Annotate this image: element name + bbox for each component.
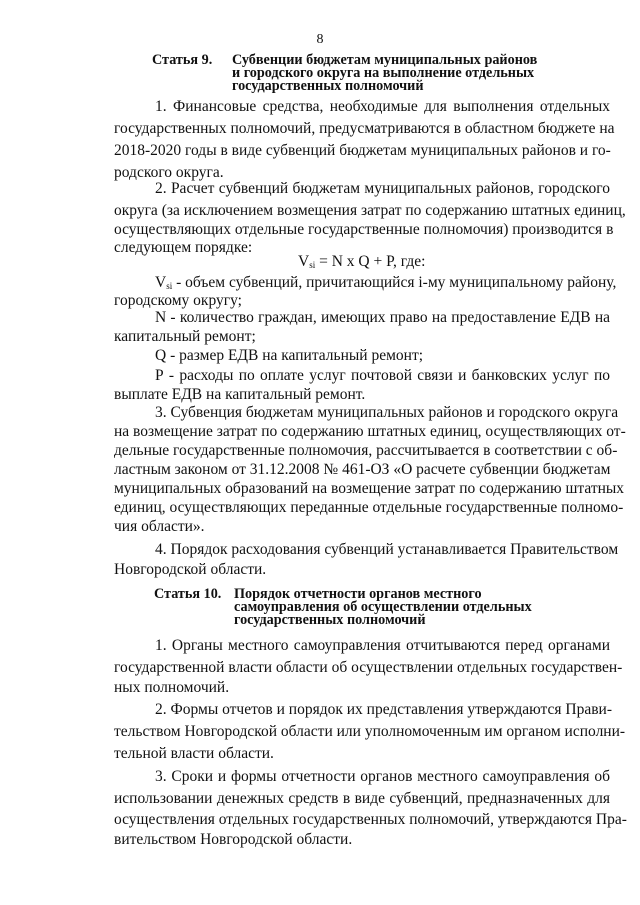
formula-subscript: si [309, 260, 316, 270]
text-line: государственной власти области об осуществлении отдельных государствен- [114, 659, 623, 676]
text-line: использовании денежных средств в виде субвенций, предназначенных для [114, 790, 610, 807]
text-line: государственных полномочий, предусматриваются в областном бюджете на [114, 120, 615, 137]
article-9-title-line-2: и городского округа на выполнение отдельных [232, 65, 535, 81]
text-line: ных полномочий. [114, 679, 230, 696]
text-line: капитальный ремонт; [114, 328, 256, 345]
article-10-title-line-3: государственных полномочий [234, 612, 426, 628]
vsi-definition-text: - объем субвенций, причитающийся i-му муниципальному району, [176, 274, 617, 291]
text-line: Р - расходы по оплате услуг почтовой связи и банковских услуг по [155, 367, 610, 384]
text-line: единиц, осуществляющих переданные отдельные государственные полномо- [114, 499, 624, 516]
text-line: муниципальных образований на возмещение затрат по содержанию штатных [114, 480, 625, 497]
text-line: на возмещение затрат по содержанию штатных единиц, осуществляющих от- [114, 423, 626, 440]
text-line: следующем порядке: [114, 239, 253, 256]
text-line: осуществления отдельных государственных полномочий, утверждаются Пра- [114, 811, 627, 828]
article-10-title-line-1: Порядок отчетности органов местного [234, 586, 482, 602]
text-line: дельные государственные полномочия, рассчитывается в соответствии с об- [114, 442, 618, 459]
text-line: 4. Порядок расходования субвенций устанавливается Правительством [155, 541, 619, 558]
formula [298, 252, 425, 275]
vsi-symbol: V [155, 274, 167, 291]
text-line: 2018-2020 годы в виде субвенций бюджетам муниципальных районов и го- [114, 142, 611, 159]
text-line: N - количество граждан, имеющих право на предоставление ЕДВ на [155, 309, 610, 326]
article-9-label: Статья 9. [152, 52, 213, 68]
text-line: чия области». [114, 518, 205, 535]
text-line: тельной власти области. [114, 745, 274, 762]
text-line: 2. Расчет субвенций бюджетам муниципальных районов, городского [155, 180, 610, 197]
formula-symbol: V [298, 253, 310, 270]
text-line: 3. Сроки и формы отчетности органов местного самоуправления об [155, 768, 610, 785]
text-line: Новгородской области. [114, 561, 267, 578]
text-line: Q - размер ЕДВ на капитальный ремонт; [155, 347, 424, 364]
article-10-title-line-2: самоуправления об осуществлении отдельных [234, 599, 532, 615]
text-line: родского округа. [114, 164, 224, 181]
text-line: выплате ЕДВ на капитальный ремонт. [114, 386, 366, 403]
text-line: округа (за исключением возмещения затрат по содержанию штатных единиц, [114, 202, 626, 219]
text-line: 3. Субвенция бюджетам муниципальных районов и городского округа [155, 404, 619, 421]
page-number: 8 [316, 32, 324, 47]
text-line: ластным законом от 31.12.2008 № 461-ОЗ «О расчете субвенции бюджетам [114, 461, 611, 478]
formula-rhs: = N x Q + P, где: [315, 253, 426, 270]
article-9-title-line-1: Субвенции бюджетам муниципальных районов [232, 52, 538, 68]
text-line: осуществляющих отдельные государственные полномочия) производится в [114, 221, 614, 238]
text-line: тельством Новгородской области или уполномоченным им органом исполни- [114, 723, 626, 740]
vsi-subscript: si [166, 281, 173, 291]
text-line: 1. Органы местного самоуправления отчитываются перед органами [155, 637, 610, 654]
text-line: городскому округу; [114, 292, 242, 309]
article-9-title-line-3: государственных полномочий [232, 78, 424, 94]
text-line: 2. Формы отчетов и порядок их представления утверждаются Прави- [155, 701, 613, 718]
article-10-label: Статья 10. [154, 586, 222, 602]
text-line: 1. Финансовые средства, необходимые для выполнения отдельных [155, 98, 610, 115]
text-line: вительством Новгородской области. [114, 831, 353, 848]
